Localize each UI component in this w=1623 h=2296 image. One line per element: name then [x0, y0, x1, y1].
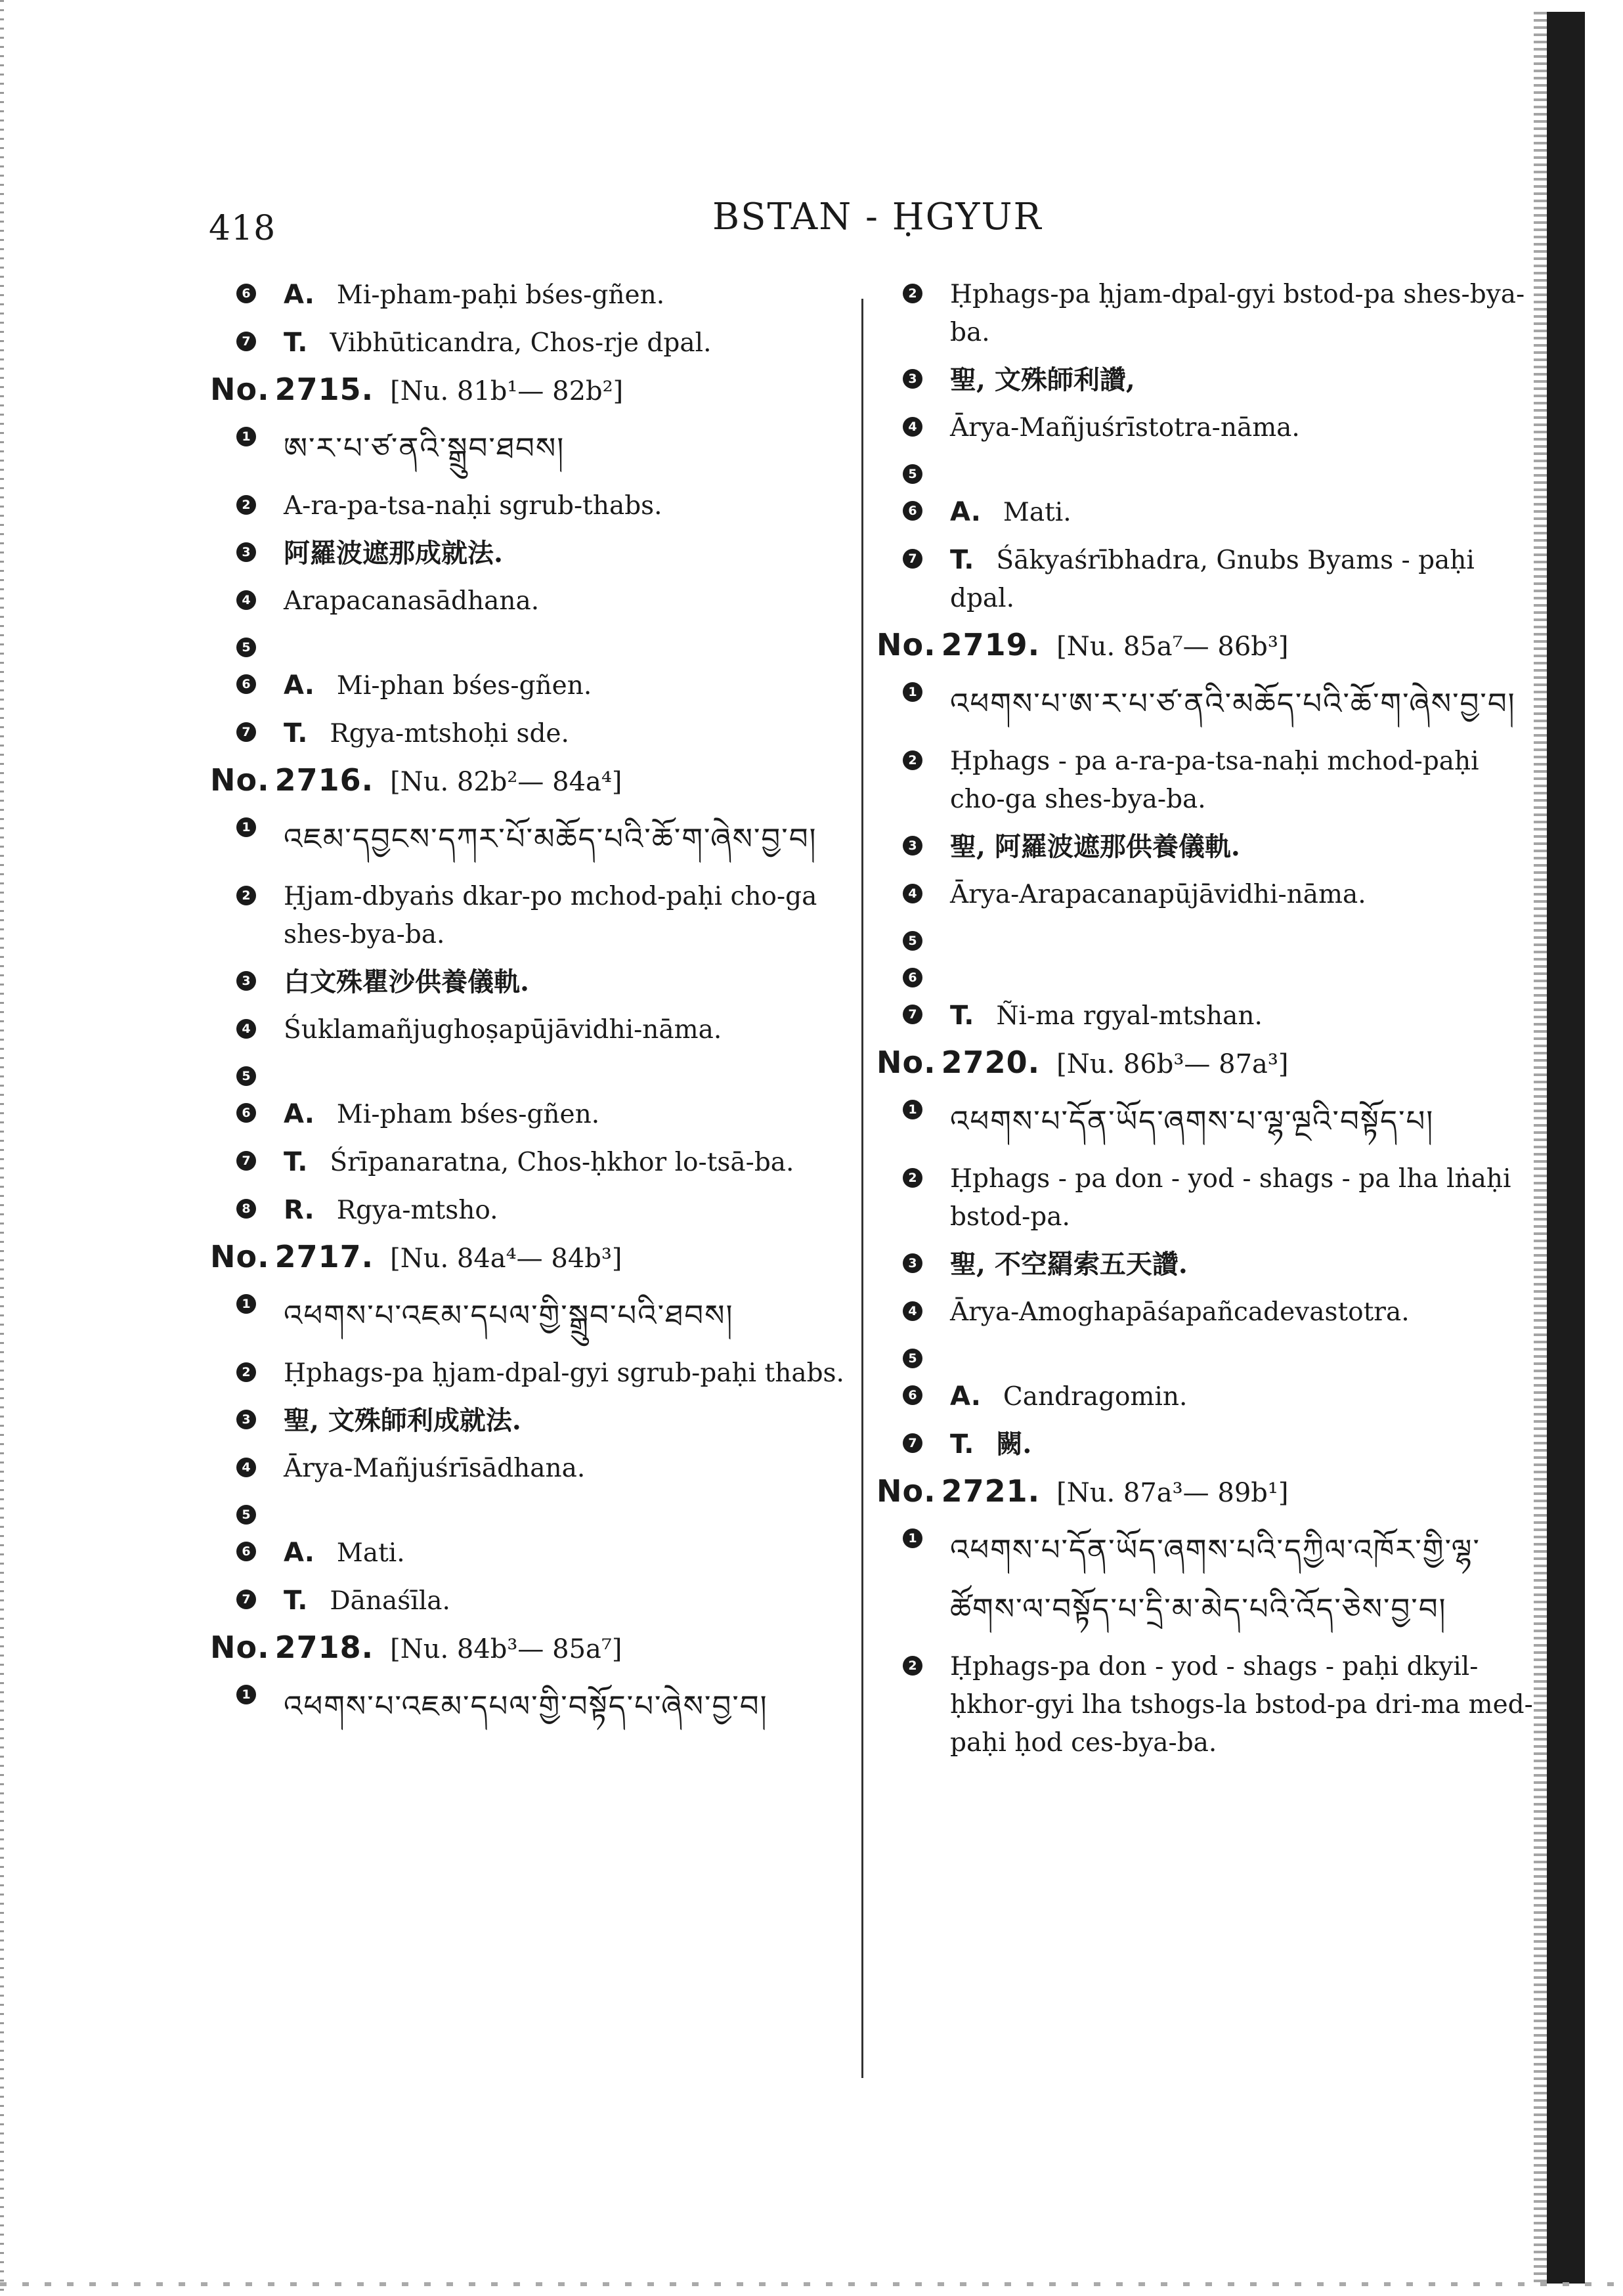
field-value: Śuklamañjughoṣapūjāvidhi-nāma.	[284, 1015, 722, 1045]
field-text	[284, 1191, 854, 1230]
tibetan-title: འཕགས་པ་དོན་ཡོད་ཞགས་པའི་དཀྱིལ་འཁོར་གྱི་ལྷ་ཚོགས་ལ་བསྟོད་པ་དྲི་མ་མེད་པའི་འོད་ཅེས་བྱ་བ།	[950, 1532, 1481, 1626]
field-text	[284, 666, 854, 705]
scan-margin-left	[0, 0, 4, 2296]
field-text	[284, 324, 854, 362]
field-number-marker: 7	[236, 722, 256, 742]
field-value: Ñi-ma rgyal-mtshan.	[996, 1001, 1263, 1031]
field-number-marker: 4	[903, 417, 922, 437]
chinese-title: 聖, 阿羅波遮那供養儀軌.	[950, 831, 1240, 862]
field-text	[950, 828, 1533, 867]
entry-folio: [Nu. 85a⁷— 86b³]	[1056, 632, 1289, 662]
field-role-label: A.	[950, 497, 981, 527]
field-text	[284, 419, 854, 478]
field-text	[284, 1143, 854, 1182]
entry-header	[876, 1473, 1533, 1509]
catalog-entry	[210, 762, 854, 1230]
entry-folio: [Nu. 84a⁴— 84b³]	[390, 1244, 622, 1274]
entry-number: 2721	[941, 1473, 1028, 1509]
field-number-marker: 7	[236, 1151, 256, 1171]
field-number-marker: 3	[903, 1253, 922, 1273]
entry-no-label: No.	[876, 1473, 936, 1509]
entry-field	[903, 1648, 1533, 1762]
field-role-label: A.	[284, 280, 314, 310]
field-value: Ārya-Mañjuśrīsādhana.	[284, 1454, 586, 1483]
entry-field	[236, 963, 854, 1002]
entry-field	[236, 1402, 854, 1440]
field-number-marker: 5	[903, 1349, 922, 1368]
chinese-title: 闕.	[996, 1429, 1032, 1460]
field-value: Śākyaśrībhadra, Gnubs Byams - paḥi dpal.	[950, 546, 1475, 613]
entry-field	[903, 997, 1533, 1035]
field-number-marker: 5	[903, 931, 922, 951]
chinese-title: 聖, 不空羂索五天讚.	[950, 1249, 1188, 1280]
field-role-label: A.	[284, 1099, 314, 1129]
scan-spine-edge	[1534, 12, 1547, 2284]
field-number-marker: 6	[236, 284, 256, 303]
entry-header	[210, 1630, 854, 1665]
scan-spine-shadow	[1547, 12, 1585, 2284]
entry-folio: [Nu. 82b²— 84a⁴]	[390, 767, 622, 797]
entry-field	[236, 276, 854, 314]
field-number-marker: 2	[903, 750, 922, 770]
catalog-entry	[876, 1045, 1533, 1464]
entry-header	[876, 627, 1533, 662]
field-number-marker: 3	[903, 369, 922, 389]
field-number-marker: 7	[236, 1590, 256, 1609]
field-value: Rgya-mtshoḥi sde.	[330, 719, 569, 748]
field-number-marker: 5	[236, 1505, 256, 1525]
field-role-label: T.	[950, 1001, 974, 1031]
entry-number-dot: .	[361, 372, 374, 407]
field-number-marker: 4	[236, 1458, 256, 1477]
field-value: Ḥphags-pa ḥjam-dpal-gyi sgrub-paḥi thabs.	[284, 1358, 844, 1388]
field-text	[950, 674, 1533, 733]
field-number-marker: 7	[903, 1433, 922, 1453]
field-text	[950, 1092, 1533, 1151]
field-number-marker: 6	[236, 674, 256, 694]
field-role-label: T.	[284, 718, 308, 748]
field-text	[950, 997, 1533, 1035]
entry-number: 2717	[274, 1239, 362, 1274]
field-text	[284, 487, 854, 525]
entry-field	[903, 743, 1533, 819]
field-value: A-ra-pa-tsa-naḥi sgrub-thabs.	[284, 491, 662, 521]
page-number: 418	[209, 209, 276, 248]
field-value: Ḥphags-pa ḥjam-dpal-gyi bstod-pa shes-bya-ba.	[950, 280, 1525, 347]
field-value: Mi-phan bśes-gñen.	[336, 671, 592, 701]
field-value: Dānaśīla.	[330, 1586, 450, 1616]
field-text	[284, 878, 854, 954]
entry-header	[876, 1045, 1533, 1080]
field-text	[284, 714, 854, 753]
entry-field	[236, 1191, 854, 1230]
field-text	[950, 1648, 1533, 1762]
field-text	[950, 276, 1533, 352]
field-number-marker: 1	[903, 682, 922, 702]
catalog-entry	[876, 1473, 1533, 1762]
field-number-marker: 6	[236, 1542, 256, 1561]
field-text	[950, 1425, 1533, 1464]
field-role-label: R.	[284, 1195, 314, 1225]
tibetan-title: འཕགས་པ་འཇམ་དཔལ་གྱི་བསྟོད་པ་ཞེས་བྱ་བ།	[284, 1689, 768, 1723]
field-number-marker: 1	[236, 1294, 256, 1314]
field-text	[284, 1354, 854, 1393]
entry-number-dot: .	[1028, 1045, 1040, 1080]
catalog-entry	[876, 627, 1533, 1035]
field-text	[284, 1011, 854, 1049]
entry-field	[903, 1521, 1533, 1639]
entry-field	[903, 828, 1533, 867]
field-text	[950, 876, 1533, 914]
entry-field	[903, 1160, 1533, 1236]
entry-field	[236, 1497, 854, 1525]
field-text	[284, 534, 854, 573]
entry-field	[236, 1582, 854, 1620]
entry-field	[903, 1245, 1533, 1284]
field-text	[950, 541, 1533, 618]
field-number-marker: 3	[236, 542, 256, 562]
field-number-marker: 2	[903, 1168, 922, 1188]
entry-number-dot: .	[361, 762, 374, 798]
entry-no-label: No.	[210, 372, 270, 407]
field-value: Rgya-mtsho.	[336, 1196, 498, 1225]
field-role-label: T.	[284, 328, 308, 358]
field-number-marker: 2	[903, 1656, 922, 1676]
entry-number: 2719	[941, 627, 1028, 662]
entry-field	[903, 409, 1533, 447]
entry-field	[236, 419, 854, 478]
entry-folio: [Nu. 81b¹— 82b²]	[390, 376, 624, 406]
entry-field	[903, 960, 1533, 987]
entry-field	[236, 1095, 854, 1134]
entry-field	[236, 582, 854, 620]
field-text	[284, 276, 854, 314]
entry-field	[903, 1341, 1533, 1368]
field-number-marker: 4	[236, 590, 256, 610]
field-text	[950, 1293, 1533, 1332]
entry-field	[236, 666, 854, 705]
field-number-marker: 4	[903, 884, 922, 903]
entry-field	[903, 1092, 1533, 1151]
entry-no-label: No.	[210, 1630, 270, 1665]
entry-no-label: No.	[210, 762, 270, 798]
field-number-marker: 8	[236, 1199, 256, 1219]
right-column	[876, 276, 1533, 1771]
chinese-title: 聖, 文殊師利成就法.	[284, 1405, 521, 1436]
entry-field	[236, 1450, 854, 1488]
field-role-label: A.	[950, 1381, 981, 1412]
field-value: Candragomin.	[1003, 1382, 1188, 1412]
field-value: Ḥjam-dbyaṅs dkar-po mchod-paḥi cho-ga shes-bya-ba.	[284, 882, 817, 949]
field-number-marker: 5	[903, 464, 922, 484]
entry-header	[210, 1239, 854, 1274]
field-number-marker: 3	[903, 836, 922, 856]
entry-field	[236, 810, 854, 869]
field-text	[284, 963, 854, 1002]
field-number-marker: 7	[236, 332, 256, 351]
field-role-label: A.	[284, 670, 314, 701]
field-text	[284, 1286, 854, 1345]
entry-field	[903, 674, 1533, 733]
field-number-marker: 5	[236, 638, 256, 657]
entry-field	[236, 1286, 854, 1345]
field-role-label: T.	[950, 545, 974, 575]
entry-number: 2716	[274, 762, 362, 798]
field-value: Ārya-Amoghapāśapañcadevastotra.	[950, 1297, 1410, 1327]
catalog-entry	[876, 276, 1533, 618]
catalog-entry	[210, 372, 854, 753]
field-number-marker: 4	[236, 1019, 256, 1039]
entry-number: 2715	[274, 372, 362, 407]
field-number-marker: 1	[903, 1100, 922, 1119]
entry-field	[903, 276, 1533, 352]
tibetan-title: འཕགས་པ་ཨ་ར་པ་ཙ་ནའི་མཆོད་པའི་ཆོ་ག་ཞེས་བྱ་བ།	[950, 686, 1516, 721]
field-text	[950, 1521, 1533, 1639]
entry-field	[236, 714, 854, 753]
catalog-entry	[210, 276, 854, 362]
field-text	[950, 493, 1533, 532]
entry-folio: [Nu. 86b³— 87a³]	[1056, 1049, 1289, 1079]
catalog-entry	[210, 1630, 854, 1736]
entry-number-dot: .	[1028, 627, 1040, 662]
entry-field	[903, 541, 1533, 618]
field-value: Ḥphags - pa don - yod - shags - pa lha lṅaḥi bstod-pa.	[950, 1164, 1511, 1232]
field-value: Mati.	[336, 1538, 405, 1568]
field-number-marker: 1	[236, 427, 256, 446]
field-text	[950, 1160, 1533, 1236]
field-value: Ḥphags - pa a-ra-pa-tsa-naḥi mchod-paḥi cho-ga shes-bya-ba.	[950, 747, 1479, 814]
running-title: BSTAN - ḤGYUR	[712, 196, 1043, 238]
field-value: Ārya-Mañjuśrīstotra-nāma.	[950, 413, 1300, 443]
entry-field	[236, 1354, 854, 1393]
entry-field	[903, 876, 1533, 914]
field-value: Mi-pham-paḥi bśes-gñen.	[336, 280, 665, 310]
entry-number-dot: .	[361, 1630, 374, 1665]
field-text	[284, 582, 854, 620]
field-text	[284, 1677, 854, 1736]
field-number-marker: 2	[236, 1362, 256, 1382]
field-value: Mati.	[1003, 498, 1071, 527]
field-value: Śrīpanaratna, Chos-ḥkhor lo-tsā-ba.	[330, 1148, 794, 1177]
entry-field	[236, 630, 854, 657]
catalog-entry	[210, 1239, 854, 1620]
chinese-title: 白文殊瞿沙供養儀軌.	[284, 966, 529, 997]
field-number-marker: 2	[236, 886, 256, 905]
entry-field	[903, 1377, 1533, 1416]
field-text	[284, 1450, 854, 1488]
entry-no-label: No.	[876, 1045, 936, 1080]
field-value: Arapacanasādhana.	[284, 586, 540, 616]
entry-number-dot: .	[361, 1239, 374, 1274]
entry-field	[236, 1058, 854, 1086]
field-text	[284, 810, 854, 869]
tibetan-title: འཇམ་དབྱངས་དཀར་པོ་མཆོད་པའི་ཆོ་ག་ཞེས་བྱ་བ།	[284, 821, 817, 856]
field-number-marker: 6	[236, 1103, 256, 1123]
entry-number: 2720	[941, 1045, 1028, 1080]
field-role-label: T.	[950, 1429, 974, 1460]
field-text	[950, 743, 1533, 819]
chinese-title: 聖, 文殊師利讚,	[950, 364, 1135, 395]
field-value: Ḥphags-pa don - yod - shags - paḥi dkyil-ḥkhor-gyi lha tshogs-la bstod-pa dri-ma med-paḥi ḥod ces-bya-ba.	[950, 1652, 1533, 1758]
entry-field	[903, 493, 1533, 532]
entry-field	[903, 1425, 1533, 1464]
field-text	[950, 409, 1533, 447]
entry-header	[210, 372, 854, 407]
field-number-marker: 6	[903, 501, 922, 521]
field-number-marker: 5	[236, 1066, 256, 1086]
field-number-marker: 4	[903, 1301, 922, 1321]
entry-field	[236, 878, 854, 954]
field-text	[950, 1377, 1533, 1416]
field-text	[284, 1095, 854, 1134]
field-text	[950, 361, 1533, 400]
field-role-label: T.	[284, 1147, 308, 1177]
field-number-marker: 3	[236, 971, 256, 991]
left-column	[210, 276, 854, 1745]
scan-margin-bottom	[0, 2282, 1623, 2286]
entry-field	[236, 1143, 854, 1182]
field-value: Ārya-Arapacanapūjāvidhi-nāma.	[950, 880, 1366, 909]
tibetan-title: ཨ་ར་པ་ཙ་ནའི་སྒྲུབ་ཐབས།	[284, 431, 565, 466]
field-role-label: A.	[284, 1538, 314, 1568]
entry-field	[903, 361, 1533, 400]
field-number-marker: 6	[903, 1385, 922, 1405]
entry-field	[236, 487, 854, 525]
entry-field	[236, 324, 854, 362]
entry-no-label: No.	[876, 627, 936, 662]
field-number-marker: 2	[236, 495, 256, 515]
field-number-marker: 1	[903, 1528, 922, 1548]
tibetan-title: འཕགས་པ་འཇམ་དཔལ་གྱི་སྒྲུབ་པའི་ཐབས།	[284, 1298, 734, 1333]
field-value: Vibhūticandra, Chos-rje dpal.	[330, 328, 712, 358]
column-divider	[861, 299, 863, 2078]
entry-field	[236, 1677, 854, 1736]
field-number-marker: 2	[903, 284, 922, 303]
entry-folio: [Nu. 84b³— 85a⁷]	[390, 1634, 622, 1664]
field-text	[284, 1402, 854, 1440]
field-text	[950, 1245, 1533, 1284]
entry-header	[210, 762, 854, 798]
entry-field	[236, 1011, 854, 1049]
entry-field	[236, 1534, 854, 1572]
chinese-title: 阿羅波遮那成就法.	[284, 538, 503, 569]
entry-folio: [Nu. 87a³— 89b¹]	[1056, 1478, 1289, 1508]
entry-number: 2718	[274, 1630, 362, 1665]
field-number-marker: 3	[236, 1410, 256, 1429]
field-number-marker: 7	[903, 549, 922, 569]
entry-field	[903, 456, 1533, 484]
entry-number-dot: .	[1028, 1473, 1040, 1509]
entry-field	[236, 534, 854, 573]
entry-no-label: No.	[210, 1239, 270, 1274]
field-text	[284, 1582, 854, 1620]
entry-field	[903, 1293, 1533, 1332]
field-text	[284, 1534, 854, 1572]
field-value: Mi-pham bśes-gñen.	[336, 1100, 600, 1129]
field-number-marker: 1	[236, 1685, 256, 1704]
tibetan-title: འཕགས་པ་དོན་ཡོད་ཞགས་པ་ལྷ་ལྔའི་བསྟོད་པ།	[950, 1104, 1435, 1138]
field-number-marker: 6	[903, 968, 922, 987]
field-number-marker: 7	[903, 1005, 922, 1024]
entry-field	[903, 923, 1533, 951]
field-number-marker: 1	[236, 817, 256, 837]
field-role-label: T.	[284, 1586, 308, 1616]
